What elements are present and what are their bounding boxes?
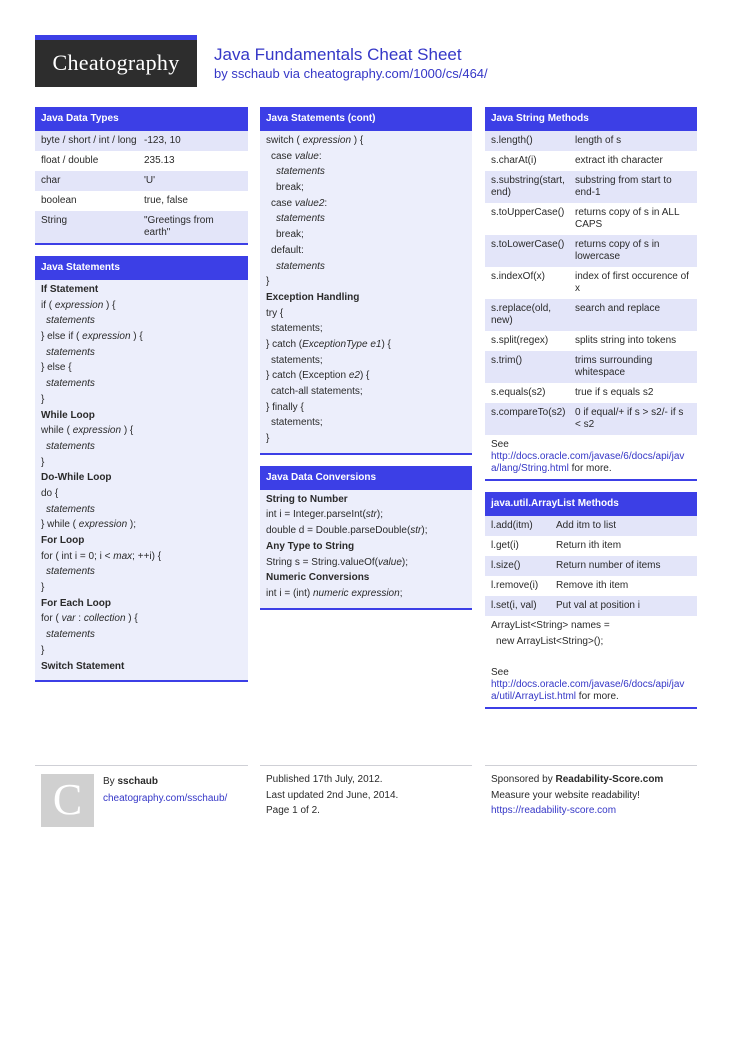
code-heading: While Loop bbox=[41, 409, 95, 421]
row-key: l.get(i) bbox=[491, 540, 519, 551]
docs-link[interactable]: http://docs.oracle.com/javase/6/docs/api/java/lang/String.html bbox=[491, 451, 685, 474]
row-key: s.compareTo(s2) bbox=[491, 407, 566, 418]
code-line: statements; bbox=[271, 354, 323, 366]
table-row bbox=[35, 131, 248, 151]
sponsor-line bbox=[485, 774, 697, 790]
column-2 bbox=[260, 107, 472, 621]
row-value: returns copy of s in lowercase bbox=[575, 239, 660, 262]
sponsor-prefix: Sponsored by bbox=[491, 774, 556, 785]
table-row bbox=[485, 235, 697, 267]
code-line: } bbox=[41, 644, 45, 656]
published-date: Published 17th July, 2012. bbox=[266, 774, 383, 785]
row-value: Add itm to list bbox=[556, 520, 617, 531]
table-row bbox=[485, 403, 697, 435]
row-value: index of first occurence of x bbox=[575, 271, 689, 294]
code-line: default: bbox=[271, 244, 304, 256]
see-label: See bbox=[491, 667, 509, 679]
code-line: new ArrayList<String>(); bbox=[496, 635, 604, 647]
code-heading: Exception Handling bbox=[266, 291, 360, 303]
code-line: } else if ( expression ) { bbox=[41, 331, 143, 343]
code-heading: Numeric Conversions bbox=[266, 572, 370, 584]
row-key: boolean bbox=[41, 195, 77, 206]
arraylist-example bbox=[485, 616, 697, 707]
table-row bbox=[485, 351, 697, 383]
sponsor-tagline: Measure your website readability! bbox=[491, 789, 640, 801]
code-line: } bbox=[266, 433, 270, 445]
row-value: Remove ith item bbox=[556, 580, 629, 591]
code-line: case value2: bbox=[271, 197, 328, 209]
cheatography-logo[interactable]: Cheatography bbox=[35, 35, 197, 87]
row-value: splits string into tokens bbox=[575, 335, 677, 346]
row-value: Put val at position i bbox=[556, 600, 640, 611]
table-row bbox=[485, 331, 697, 351]
code-heading: String to Number bbox=[266, 493, 348, 505]
code-line: statements bbox=[46, 440, 95, 452]
table-row bbox=[485, 299, 697, 331]
row-key: s.length() bbox=[491, 135, 533, 146]
see-label: See bbox=[491, 439, 509, 450]
row-key: s.replace(old, new) bbox=[491, 303, 552, 326]
data-types-section bbox=[35, 107, 248, 245]
row-key: byte / short / int / long bbox=[41, 135, 137, 146]
code-line: try { bbox=[266, 307, 284, 319]
author-link[interactable]: sschaub bbox=[231, 66, 280, 81]
column-1 bbox=[35, 107, 248, 693]
row-key: s.toUpperCase() bbox=[491, 207, 565, 218]
row-key: s.split(regex) bbox=[491, 335, 549, 346]
code-line: for ( var : collection ) { bbox=[41, 613, 138, 625]
row-key: l.add(itm) bbox=[491, 520, 533, 531]
code-line: case value: bbox=[271, 150, 322, 162]
conversions-section bbox=[260, 466, 472, 610]
row-key: char bbox=[41, 175, 61, 186]
code-line: int i = Integer.parseInt(str); bbox=[266, 509, 383, 521]
docs-link[interactable]: http://docs.oracle.com/javase/6/docs/api/java/util/ArrayList.html bbox=[491, 679, 685, 703]
code-heading: Any Type to String bbox=[266, 540, 355, 552]
code-line: statements bbox=[276, 260, 325, 272]
page-subtitle bbox=[214, 66, 488, 82]
page-number: Page 1 of 2. bbox=[266, 805, 320, 816]
code-line: statements bbox=[276, 166, 325, 178]
row-value: 0 if equal/+ if s > s2/- if s < s2 bbox=[575, 407, 684, 430]
code-line: do { bbox=[41, 487, 59, 499]
statements-section bbox=[35, 256, 248, 682]
code-heading: Do-While Loop bbox=[41, 472, 112, 484]
code-line: } while ( expression ); bbox=[41, 519, 137, 531]
row-value: true, false bbox=[144, 195, 188, 206]
table-row bbox=[485, 383, 697, 403]
code-line: } catch (ExceptionType e1) { bbox=[266, 338, 391, 350]
page-title: Java Fundamentals Cheat Sheet bbox=[214, 45, 462, 64]
sheet-url-link[interactable]: cheatography.com/1000/cs/464/ bbox=[303, 66, 488, 81]
code-line: } bbox=[41, 393, 45, 405]
table-row bbox=[35, 191, 248, 211]
row-key: s.toLowerCase() bbox=[491, 239, 565, 250]
row-value: search and replace bbox=[575, 303, 661, 314]
sponsor-link[interactable]: https://readability-score.com bbox=[491, 805, 617, 816]
row-key: float / double bbox=[41, 155, 99, 166]
code-line: statements bbox=[46, 566, 95, 578]
for-more-label: for more. bbox=[576, 691, 619, 703]
footer-by bbox=[103, 776, 158, 788]
table-row bbox=[485, 536, 697, 556]
row-value: 'U' bbox=[144, 175, 156, 186]
column-3 bbox=[485, 107, 697, 720]
code-line: break; bbox=[276, 182, 304, 194]
row-value: trims surrounding whitespace bbox=[575, 355, 653, 378]
code-line: int i = (int) numeric expression; bbox=[266, 587, 403, 599]
code-line: statements bbox=[46, 629, 95, 641]
section-title: Java Statements (cont) bbox=[260, 107, 472, 131]
code-line: statements; bbox=[271, 417, 323, 429]
code-line: statements; bbox=[271, 323, 323, 335]
by-label: by bbox=[214, 66, 232, 81]
code-line: catch-all statements; bbox=[271, 386, 363, 397]
row-value: -123, 10 bbox=[144, 135, 181, 146]
via-label: via bbox=[279, 66, 304, 81]
footer-author bbox=[35, 765, 248, 832]
table-row bbox=[485, 151, 697, 171]
statements-cont-section bbox=[260, 107, 472, 455]
code-line: } else { bbox=[41, 362, 72, 374]
code-line: String s = String.valueOf(value); bbox=[266, 556, 409, 568]
section-title: Java Data Types bbox=[35, 107, 248, 131]
row-key: l.size() bbox=[491, 560, 521, 571]
table-row bbox=[485, 596, 697, 616]
table-row bbox=[35, 171, 248, 191]
code-line: statements bbox=[46, 503, 95, 515]
row-value: substring from start to end-1 bbox=[575, 175, 672, 198]
code-line: } bbox=[41, 456, 45, 468]
code-line: while ( expression ) { bbox=[41, 425, 134, 437]
row-key: l.set(i, val) bbox=[491, 600, 537, 611]
code-line: ArrayList<String> names = bbox=[491, 620, 610, 631]
row-value: Return number of items bbox=[556, 560, 661, 571]
row-value: 235.13 bbox=[144, 155, 175, 166]
by-label: By bbox=[103, 776, 118, 787]
row-value: "Greetings from earth" bbox=[144, 215, 214, 238]
row-value: returns copy of s in ALL CAPS bbox=[575, 207, 680, 230]
code-line: break; bbox=[276, 229, 304, 241]
code-line: } bbox=[266, 276, 270, 288]
code-line: double d = Double.parseDouble(str); bbox=[266, 525, 428, 537]
avatar: C bbox=[41, 774, 94, 827]
row-key: String bbox=[41, 215, 68, 226]
sponsor-name: Readability-Score.com bbox=[555, 774, 664, 785]
code-line: switch ( expression ) { bbox=[266, 135, 364, 146]
row-key: s.equals(s2) bbox=[491, 387, 546, 398]
row-value: Return ith item bbox=[556, 540, 622, 551]
section-title: java.util.ArrayList Methods bbox=[485, 492, 697, 516]
code-line: statements bbox=[276, 213, 325, 225]
section-title: Java Statements bbox=[35, 256, 248, 280]
row-value: length of s bbox=[575, 135, 622, 146]
code-heading: Switch Statement bbox=[41, 660, 125, 672]
row-key: l.remove(i) bbox=[491, 580, 539, 591]
see-note bbox=[485, 435, 697, 479]
row-key: s.indexOf(x) bbox=[491, 271, 545, 282]
for-more-label: for more. bbox=[568, 463, 612, 474]
arraylist-section bbox=[485, 492, 697, 709]
code-line: } catch (Exception e2) { bbox=[266, 370, 370, 382]
table-row bbox=[485, 516, 697, 536]
table-row bbox=[485, 576, 697, 596]
table-row bbox=[485, 556, 697, 576]
table-row bbox=[485, 131, 697, 151]
string-methods-section bbox=[485, 107, 697, 481]
row-value: true if s equals s2 bbox=[575, 387, 654, 398]
footer-author-link[interactable]: cheatography.com/sschaub/ bbox=[103, 793, 228, 804]
code-line: statements bbox=[46, 315, 95, 327]
footer-author-name: sschaub bbox=[117, 776, 159, 787]
code-line: } bbox=[41, 582, 45, 594]
table-row bbox=[35, 151, 248, 171]
row-value: extract ith character bbox=[575, 155, 663, 166]
code-heading: If Statement bbox=[41, 284, 99, 295]
row-key: s.trim() bbox=[491, 355, 523, 366]
code-line: statements bbox=[46, 346, 95, 358]
section-title: Java Data Conversions bbox=[260, 466, 472, 490]
code-heading: For Each Loop bbox=[41, 597, 111, 609]
section-title: Java String Methods bbox=[485, 107, 697, 131]
row-key: s.charAt(i) bbox=[491, 155, 537, 166]
table-row bbox=[485, 267, 697, 299]
footer bbox=[35, 765, 697, 831]
code-heading: For Loop bbox=[41, 535, 85, 546]
code-line: } finally { bbox=[266, 401, 304, 413]
updated-date: Last updated 2nd June, 2014. bbox=[266, 789, 399, 801]
code-line: if ( expression ) { bbox=[41, 299, 116, 311]
code-line: for ( int i = 0; i < max; ++i) { bbox=[41, 550, 162, 562]
footer-dates bbox=[260, 765, 472, 832]
table-row bbox=[35, 211, 248, 243]
code-line: statements bbox=[46, 378, 95, 390]
footer-sponsor bbox=[485, 765, 697, 832]
table-row bbox=[485, 203, 697, 235]
row-key: s.substring(start, end) bbox=[491, 175, 565, 198]
table-row bbox=[485, 171, 697, 203]
